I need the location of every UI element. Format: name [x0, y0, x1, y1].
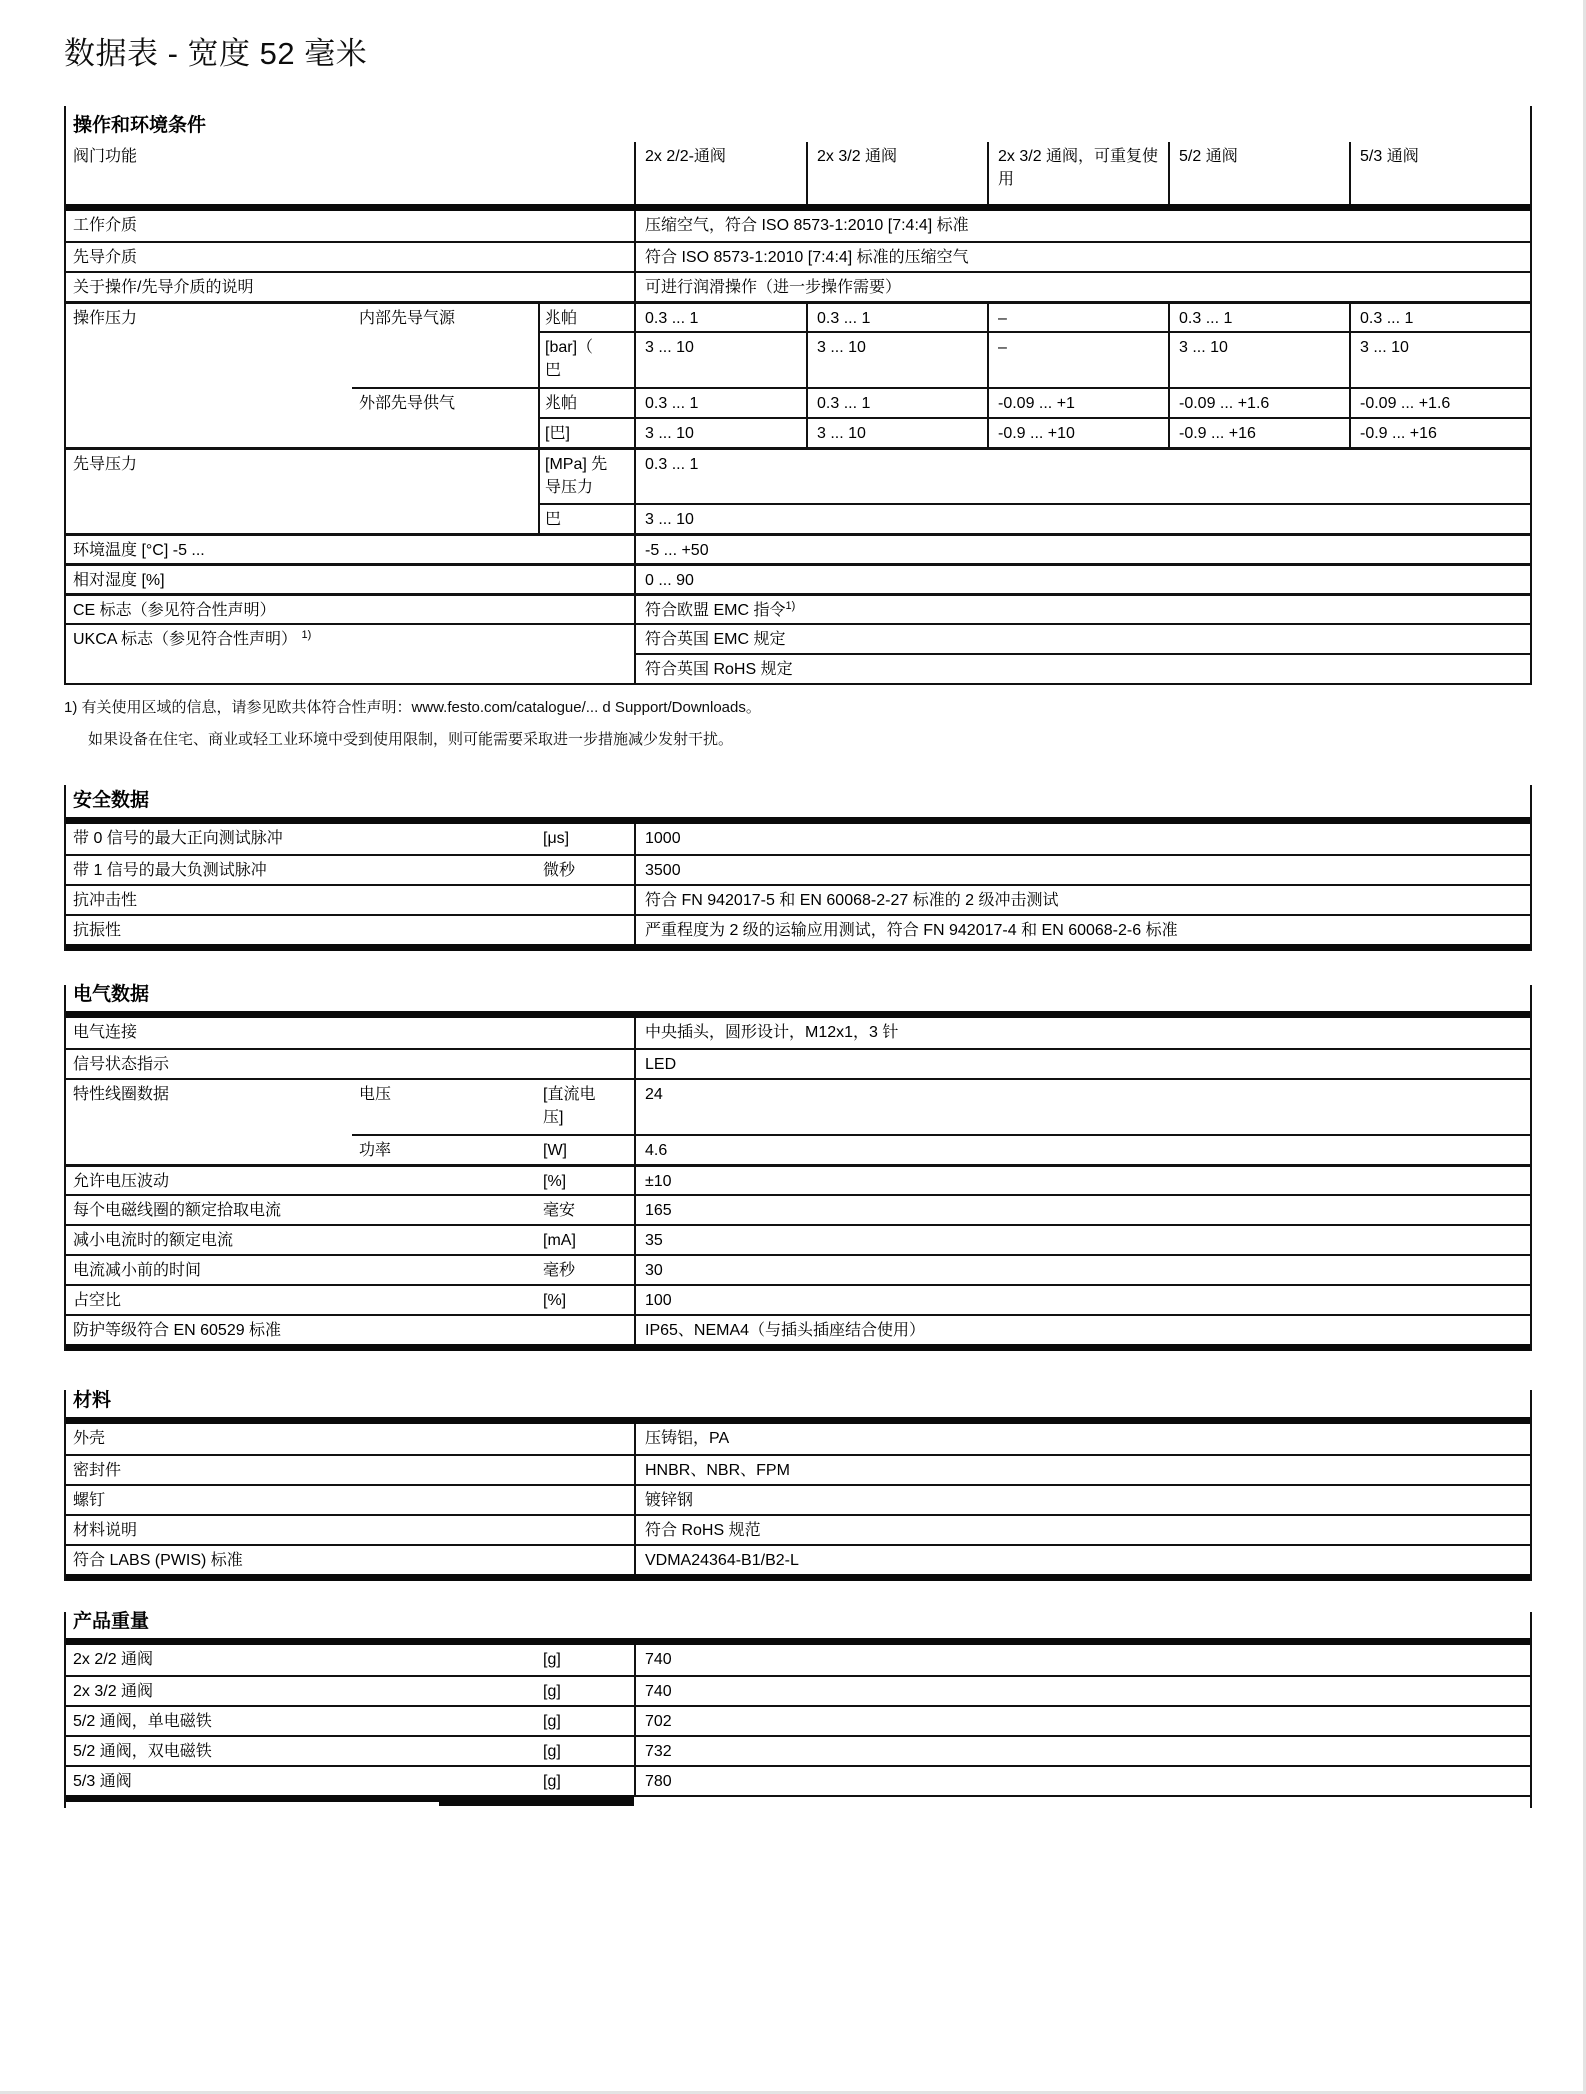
spec-label: 占空比 [73, 1292, 122, 1309]
footnote-line-1: 1) 有关使用区域的信息，请参见欧共体符合性声明：www.festo.com/catalogue/... d Support/Downloads。 [64, 699, 761, 716]
table-row [66, 1484, 1530, 1514]
spec-value: 压缩空气，符合 ISO 8573-1:2010 [7:4:4] 标准 [634, 211, 1530, 241]
spec-label: 螺钉 [73, 1492, 106, 1509]
spec-unit: [%] [543, 1292, 567, 1309]
spec-unit: 巴 [538, 503, 634, 533]
spec-unit: [μs] [543, 830, 570, 847]
spec-sublabel: 电压 [359, 1086, 392, 1103]
table-row [66, 1078, 1530, 1134]
spec-value: 3 ... 10 [634, 331, 806, 387]
spec-value: 0.3 ... 1 [634, 304, 806, 331]
spec-value: -0.09 ... +1.6 [1349, 387, 1530, 417]
spec-sublabel: 内部先导气源 [359, 310, 456, 327]
column-header: 2x 3/2 通阀 [806, 142, 987, 204]
spec-unit: 毫秒 [543, 1262, 576, 1279]
spec-value: 3 ... 10 [806, 331, 987, 387]
spec-label: 2x 3/2 通阀 [73, 1683, 154, 1700]
column-header: 2x 2/2-通阀 [634, 142, 806, 204]
table-row [66, 331, 1530, 387]
table-row [66, 1194, 1530, 1224]
spec-value: 3500 [634, 856, 1530, 884]
spec-value: VDMA24364-B1/B2-L [634, 1546, 1530, 1574]
spec-value: -0.9 ... +16 [1349, 417, 1530, 447]
section-title-operating: 操作和环境条件 [73, 115, 207, 136]
spec-label: 操作压力 [73, 310, 138, 327]
section-bottom-bar [66, 1795, 1530, 1808]
spec-value: 0.3 ... 1 [806, 304, 987, 331]
table-row [66, 417, 1530, 447]
spec-value: 30 [634, 1256, 1530, 1284]
table-row [66, 211, 1530, 241]
spec-sublabel [352, 417, 538, 447]
section-product-weight [64, 1612, 1532, 1808]
spec-label: 防护等级符合 EN 60529 标准 [73, 1322, 282, 1339]
spec-value: – [987, 304, 1168, 331]
spec-label: 外壳 [73, 1430, 106, 1447]
table-row [66, 884, 1530, 914]
spec-value: LED [634, 1050, 1530, 1078]
table-row [66, 1675, 1530, 1705]
spec-label: 带 1 信号的最大负测试脉冲 [73, 862, 267, 879]
spec-value: IP65、NEMA4（与插头插座结合使用） [634, 1316, 1530, 1344]
spec-label: 5/2 通阀，单电磁铁 [73, 1713, 212, 1730]
spec-value: 780 [634, 1767, 1530, 1795]
spec-label: 相对湿度 [%] [73, 572, 165, 589]
table-row [66, 271, 1530, 301]
table-header-row [66, 142, 1530, 204]
spec-value: 符合英国 EMC 规定 [634, 625, 1530, 653]
column-header: 2x 3/2 通阀，可重复使用 [987, 142, 1168, 204]
spec-value: ±10 [634, 1167, 1530, 1194]
spec-label: 先导压力 [73, 456, 138, 473]
column-header: 5/3 通阀 [1349, 142, 1530, 204]
spec-value: 3 ... 10 [806, 417, 987, 447]
table-row [66, 1018, 1530, 1048]
spec-label: 电流减小前的时间 [73, 1262, 202, 1279]
table-row [66, 241, 1530, 271]
spec-value: 0.3 ... 1 [1168, 304, 1349, 331]
spec-label [66, 653, 634, 683]
spec-unit: [mA] [543, 1232, 576, 1249]
spec-unit [538, 886, 634, 914]
spec-label: 密封件 [73, 1462, 122, 1479]
spec-value: 165 [634, 1196, 1530, 1224]
spec-label: CE 标志（参见符合性声明） [73, 602, 276, 619]
spec-value: -0.09 ... +1 [987, 387, 1168, 417]
table-row [66, 1735, 1530, 1765]
section-bottom-bar [66, 944, 1530, 951]
table-row [66, 447, 1530, 503]
spec-value: 0 ... 90 [634, 566, 1530, 593]
spec-unit: [MPa] 先 导压力 [538, 450, 634, 503]
spec-value: 镀锌钢 [634, 1486, 1530, 1514]
spec-unit: [g] [543, 1743, 561, 1760]
valve-function-header: 阀门功能 [73, 148, 138, 165]
section-title-materials: 材料 [73, 1390, 112, 1411]
spec-unit: [g] [543, 1773, 561, 1790]
section-safety-data [64, 785, 1532, 951]
spec-label: UKCA 标志（参见符合性声明） $^{1)}$ [73, 629, 312, 648]
section-materials [64, 1390, 1532, 1581]
table-row [66, 623, 1530, 653]
table-row [66, 1765, 1530, 1795]
table-row [66, 854, 1530, 884]
spec-value: 中央插头，圆形设计，M12x1，3 针 [634, 1018, 1530, 1048]
spec-label: 环境温度 [°C] -5 ... [73, 542, 205, 559]
spec-value: 0.3 ... 1 [1349, 304, 1530, 331]
footnote [64, 698, 761, 750]
spec-unit: [W] [538, 1134, 634, 1164]
spec-unit: 兆帕 [538, 304, 634, 331]
spec-label: 5/3 通阀 [73, 1773, 132, 1790]
section-title-safety: 安全数据 [73, 790, 150, 811]
table-row [66, 1224, 1530, 1254]
spec-label: 减小电流时的额定电流 [73, 1232, 234, 1249]
table-row [66, 914, 1530, 944]
spec-value: 0.3 ... 1 [806, 387, 987, 417]
spec-value: 4.6 [634, 1134, 1530, 1164]
spec-label: 关于操作/先导介质的说明 [73, 279, 254, 296]
spec-label [66, 331, 352, 387]
spec-value: 可进行润滑操作（进一步操作需要） [634, 273, 1530, 301]
spec-label [66, 1134, 352, 1164]
spec-label: 抗冲击性 [73, 892, 138, 909]
page-title: 数据表 - 宽度 52 毫米 [64, 36, 368, 71]
spec-label: 信号状态指示 [73, 1056, 170, 1073]
header-divider-bar [66, 817, 1530, 824]
spec-unit: [bar]（ 巴 [538, 331, 634, 387]
section-title-weight: 产品重量 [73, 1611, 150, 1632]
spec-label: 特性线圈数据 [73, 1086, 170, 1103]
spec-value: 严重程度为 2 级的运输应用测试，符合 FN 942017-4 和 EN 60068-2-6 标准 [634, 916, 1530, 944]
spec-value: – [987, 331, 1168, 387]
spec-value: 100 [634, 1286, 1530, 1314]
spec-unit: [g] [543, 1713, 561, 1730]
table-row [66, 533, 1530, 563]
spec-sublabel [352, 331, 538, 387]
spec-value: 35 [634, 1226, 1530, 1254]
table-row [66, 1544, 1530, 1574]
spec-value: 732 [634, 1737, 1530, 1765]
section-operating-conditions [64, 106, 1532, 685]
header-divider-bar [66, 1638, 1530, 1645]
spec-unit: [g] [543, 1683, 561, 1700]
spec-value: 740 [634, 1645, 1530, 1675]
spec-value: -5 ... +50 [634, 536, 1530, 563]
table-row [66, 1284, 1530, 1314]
spec-value: 符合英国 RoHS 规定 [634, 653, 1530, 683]
spec-value: 符合 FN 942017-5 和 EN 60068-2-27 标准的 2 级冲击测试 [634, 886, 1530, 914]
spec-unit: [g] [543, 1651, 561, 1668]
spec-label: 符合 LABS (PWIS) 标准 [73, 1552, 243, 1569]
spec-value: 3 ... 10 [634, 503, 1530, 533]
table-row [66, 1645, 1530, 1675]
spec-label: 材料说明 [73, 1522, 138, 1539]
table-row [66, 301, 1530, 331]
section-bottom-bar [66, 1344, 1530, 1351]
spec-unit [538, 916, 634, 944]
section-bottom-bar [66, 1574, 1530, 1581]
header-divider-bar [66, 204, 1530, 211]
table-row [66, 1424, 1530, 1454]
spec-value: 0.3 ... 1 [634, 450, 1530, 503]
spec-value: 压铸铝，PA [634, 1424, 1530, 1454]
spec-unit: 兆帕 [538, 387, 634, 417]
table-row [66, 653, 1530, 683]
spec-value: 符合 RoHS 规范 [634, 1516, 1530, 1544]
table-row [66, 1705, 1530, 1735]
header-divider-bar [66, 1417, 1530, 1424]
spec-value: 702 [634, 1707, 1530, 1735]
spec-value: -0.9 ... +16 [1168, 417, 1349, 447]
spec-value: 3 ... 10 [634, 417, 806, 447]
spec-value: HNBR、NBR、FPM [634, 1456, 1530, 1484]
spec-label: 每个电磁线圈的额定拾取电流 [73, 1202, 282, 1219]
spec-label: 5/2 通阀，双电磁铁 [73, 1743, 212, 1760]
table-row [66, 593, 1530, 623]
table-row [66, 824, 1530, 854]
spec-label [66, 417, 352, 447]
spec-value: 1000 [634, 824, 1530, 854]
spec-value: 符合 ISO 8573-1:2010 [7:4:4] 标准的压缩空气 [634, 243, 1530, 271]
table-row [66, 387, 1530, 417]
table-row [66, 1254, 1530, 1284]
table-row [66, 1314, 1530, 1344]
spec-sublabel: 外部先导供气 [352, 387, 538, 417]
column-header: 5/2 通阀 [1168, 142, 1349, 204]
spec-value: 0.3 ... 1 [634, 387, 806, 417]
spec-label: 先导介质 [73, 249, 138, 266]
section-electrical-data [64, 985, 1532, 1351]
table-row [66, 503, 1530, 533]
spec-unit: 微秒 [543, 862, 576, 879]
spec-value: 符合欧盟 EMC 指令$^{1)}$ [634, 596, 1530, 623]
spec-value: -0.09 ... +1.6 [1168, 387, 1349, 417]
spec-unit: 毫安 [543, 1202, 576, 1219]
spec-label: 电气连接 [73, 1024, 138, 1041]
spec-value: 3 ... 10 [1349, 331, 1530, 387]
spec-label: 允许电压波动 [73, 1173, 170, 1190]
spec-label: 工作介质 [73, 217, 138, 234]
spec-unit: [巴] [538, 417, 634, 447]
table-row [66, 563, 1530, 593]
spec-unit: [直流电 压] [543, 1086, 596, 1126]
spec-label [66, 503, 538, 533]
footnote-line-2: 如果设备在住宅、商业或轻工业环境中受到使用限制，则可能需要采取进一步措施减少发射干扰。 [88, 731, 734, 748]
spec-value: 24 [634, 1080, 1530, 1134]
spec-label [66, 387, 352, 417]
spec-label: 抗振性 [73, 922, 122, 939]
header-divider-bar [66, 1011, 1530, 1018]
table-row [66, 1134, 1530, 1164]
spec-value: 3 ... 10 [1168, 331, 1349, 387]
spec-value: -0.9 ... +10 [987, 417, 1168, 447]
spec-unit: [%] [543, 1173, 567, 1190]
spec-label: 带 0 信号的最大正向测试脉冲 [73, 830, 283, 847]
spec-label: 2x 2/2 通阀 [73, 1651, 154, 1668]
spec-value: 740 [634, 1677, 1530, 1705]
section-title-electrical: 电气数据 [73, 984, 150, 1005]
table-row [66, 1164, 1530, 1194]
spec-sublabel: 功率 [352, 1134, 538, 1164]
table-row [66, 1454, 1530, 1484]
table-row [66, 1048, 1530, 1078]
table-row [66, 1514, 1530, 1544]
